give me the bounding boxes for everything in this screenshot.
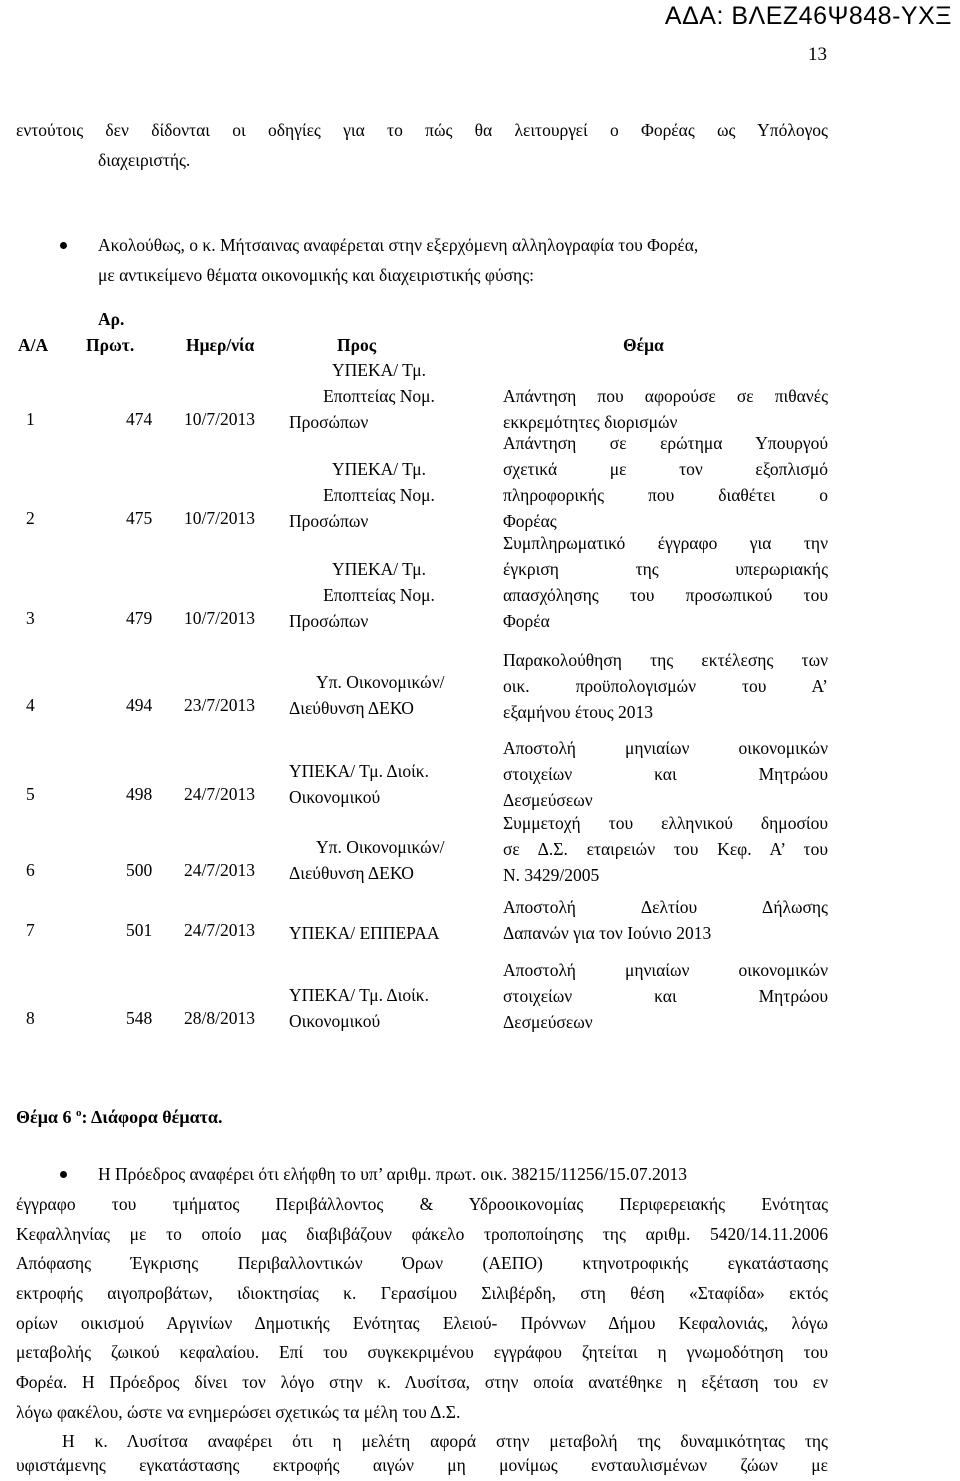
cell-date: 24/7/2013 (184, 860, 255, 880)
cell-to: ΥΠΕΚΑ/ Τμ. Διοίκ. Οικονομικού (289, 985, 429, 1031)
cell-date: 24/7/2013 (184, 920, 255, 940)
cell-aa: 6 (26, 860, 35, 880)
cell-prot: 548 (126, 1008, 153, 1028)
intro-line-2: διαχειριστής. (98, 150, 191, 170)
cell-prot: 474 (126, 409, 153, 429)
cell-prot: 500 (126, 860, 153, 880)
cell-subject: Αποστολή Δελτίου Δήλωσης Δαπανών για τον Ιούνιο 2013 (503, 897, 828, 943)
cell-date: 10/7/2013 (184, 508, 255, 528)
bullet-line-2: με αντικείμενο θέματα οικονομικής και διαχειριστικής φύσης: (98, 265, 534, 285)
cell-subject: Αποστολή μηνιαίων οικονομικών στοιχείων και Μητρώου Δεσμεύσεων (503, 960, 828, 1032)
cell-prot: 494 (126, 695, 153, 715)
cell-aa: 5 (26, 784, 35, 804)
cell-to: Υπ. Οικονομικών/ Διεύθυνση ΔΕΚΟ (289, 672, 445, 718)
cell-to: Υπ. Οικονομικών/ Διεύθυνση ΔΕΚΟ (289, 837, 445, 883)
cell-prot: 498 (126, 784, 153, 804)
bullet-icon (60, 242, 67, 249)
cell-aa: 1 (26, 409, 35, 429)
cell-to: ΥΠΕΚΑ/ Τμ. Εποπτείας Νομ. Προσώπων (289, 360, 435, 432)
body-line: Φορέα. Η Πρόεδρος δίνει τον λόγο στην κ. Λυσίτσα, στην οποία ανατέθηκε η εξέταση του εν (16, 1372, 828, 1392)
cell-prot: 475 (126, 508, 153, 528)
header-to: Προς (337, 335, 377, 355)
header-prot-line1: Αρ. (98, 309, 125, 329)
cell-aa: 3 (26, 608, 35, 628)
body-line: υφιστάμενης εγκατάστασης εκτροφής αιγών μη μονίμως ενσταυλισμένων ζώων με (16, 1455, 828, 1475)
bullet-icon (60, 1171, 67, 1178)
cell-aa: 8 (26, 1008, 35, 1028)
cell-prot: 501 (126, 920, 153, 940)
section-heading: Θέμα 6 $^o$: Διάφορα θέματα. (16, 1107, 223, 1127)
cell-to: ΥΠΕΚΑ/ Τμ. Διοίκ. Οικονομικού (289, 761, 429, 807)
cell-to: ΥΠΕΚΑ/ Τμ. Εποπτείας Νομ. Προσώπων (289, 559, 435, 631)
cell-subject: Συμμετοχή του ελληνικού δημοσίου σε Δ.Σ. εταιρειών του Κεφ. Α’ του Ν. 3429/2005 (503, 813, 828, 885)
header-date: Ημερ/νία (186, 335, 255, 355)
bullet-line-1: Η Πρόεδρος αναφέρει ότι ελήφθη το υπ’ αριθμ. πρωτ. οικ. 38215/11256/15.07.2013 (98, 1164, 687, 1184)
cell-aa: 7 (26, 920, 35, 940)
body-line: Κεφαλληνίας με το οποίο μας διαβιβάζουν φάκελο τροποποίησης της αριθμ. 5420/14.11.2006 (16, 1224, 828, 1244)
header-prot-line2: Πρωτ. (86, 335, 135, 355)
body-line: ορίων οικισμού Αργινίων Δημοτικής Ενότητας Ελειού- Πρόννων Δήμου Κεφαλονιάς, λόγω (16, 1313, 828, 1333)
cell-subject: Αποστολή μηνιαίων οικονομικών στοιχείων και Μητρώου Δεσμεύσεων (503, 738, 828, 810)
cell-subject: Παρακολούθηση της εκτέλεσης των οικ. προϋπολογισμών του Α’ εξαμήνου έτους 2013 (503, 650, 828, 722)
intro-line-1: εντούτοις δεν δίδονται οι οδηγίες για το πώς θα λειτουργεί ο Φορέας ως Υπόλογος (16, 120, 828, 140)
header-subject: Θέμα (623, 335, 664, 355)
cell-date: 24/7/2013 (184, 784, 255, 804)
cell-date: 28/8/2013 (184, 1008, 255, 1028)
body-line: μεταβολής ζωικού κεφαλαίου. Επί του συγκεκριμένου εγγράφου ζητείται η γνωμοδότηση του (16, 1342, 828, 1362)
cell-date: 23/7/2013 (184, 695, 255, 715)
cell-date: 10/7/2013 (184, 608, 255, 628)
body-line: Η κ. Λυσίτσα αναφέρει ότι η μελέτη αφορά στην μεταβολή της δυναμικότητας της (62, 1431, 828, 1451)
body-line: έγγραφο του τμήματος Περιβάλλοντος & Υδροοικονομίας Περιφερειακής Ενότητας (16, 1194, 828, 1214)
cell-to: ΥΠΕΚΑ/ ΕΠΠΕΡΑΑ (289, 923, 440, 943)
body-line: Απόφασης Έγκρισης Περιβαλλοντικών Όρων (ΑΕΠΟ) κτηνοτροφικής εγκατάστασης (16, 1253, 828, 1273)
cell-aa: 2 (26, 508, 35, 528)
header-aa: Α/Α (18, 335, 49, 355)
page-number: 13 (808, 44, 827, 65)
bullet-line-1: Ακολούθως, ο κ. Μήτσαινας αναφέρεται στην εξερχόμενη αλληλογραφία του Φορέα, (98, 235, 699, 255)
cell-date: 10/7/2013 (184, 409, 255, 429)
ada-code: ΑΔΑ: ΒΛΕΖ46Ψ848-ΥΧΞ (664, 2, 952, 30)
cell-to: ΥΠΕΚΑ/ Τμ. Εποπτείας Νομ. Προσώπων (289, 459, 435, 531)
cell-aa: 4 (26, 695, 35, 715)
cell-subject: Απάντηση σε ερώτημα Υπουργού σχετικά με τον εξοπλισμό πληροφορικής που διαθέτει ο Φορέας (503, 433, 828, 531)
cell-subject: Απάντηση που αφορούσε σε πιθανές εκκρεμότητες διορισμών (503, 386, 828, 432)
body-line: λόγω φακέλου, ώστε να ενημερώσει σχετικώς τα μέλη του Δ.Σ. (16, 1402, 461, 1422)
cell-subject: Συμπληρωματικό έγγραφο για την έγκριση της υπερωριακής απασχόλησης του προσωπικού του Φορέα (503, 533, 828, 631)
body-line: εκτροφής αιγοπροβάτων, ιδιοκτησίας κ. Γερασίμου Σιλιβέρδη, στη θέση «Σταφίδα» εκτός (16, 1283, 828, 1303)
cell-prot: 479 (126, 608, 153, 628)
